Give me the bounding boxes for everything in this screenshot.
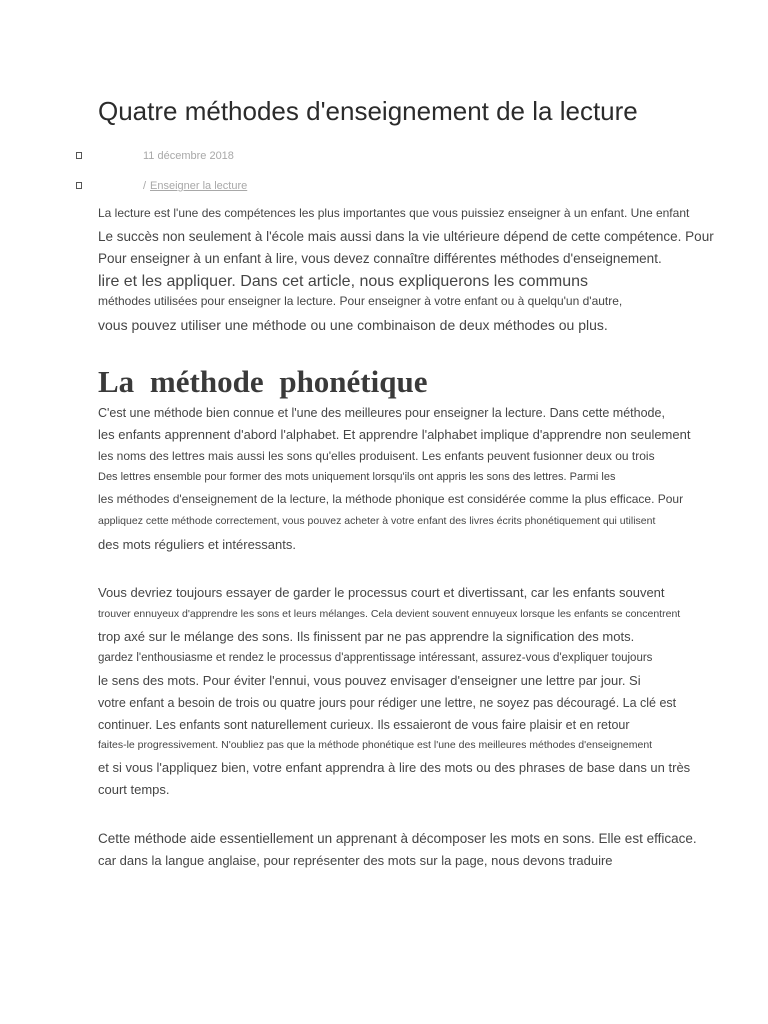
para1-line-7: des mots réguliers et intéressants. <box>98 537 296 552</box>
para1-line-5: les méthodes d'enseignement de la lecture, la méthode phonique est considérée comme la plus efficace. Pour <box>98 492 684 506</box>
para2-line-10: court temps. <box>98 782 170 797</box>
folder-icon <box>76 182 82 189</box>
para2-line-1: Vous devriez toujours essayer de garder le processus court et divertissant, car les enfants souvent <box>98 585 665 600</box>
article-title: Quatre méthodes d'enseignement de la lecture <box>98 96 638 126</box>
article-date: 11 décembre 2018 <box>143 150 234 162</box>
para3-line-1: Cette méthode aide essentiellement un apprenant à décomposer les mots en sons. Elle est efficace. <box>98 831 697 846</box>
para1-line-4: Des lettres ensemble pour former des mots uniquement lorsqu'ils ont appris les sons des lettres. Parmi les <box>98 471 616 483</box>
para2-line-5: le sens des mots. Pour éviter l'ennui, vous pouvez envisager d'enseigner une lettre par jour. Si <box>98 673 641 688</box>
para2-line-8: faites-le progressivement. N'oubliez pas que la méthode phonétique est l'une des meilleures méthodes d'enseignement <box>98 739 653 751</box>
intro-line-2: Le succès non seulement à l'école mais aussi dans la vie ultérieure dépend de cette compétence. Pour <box>98 229 714 244</box>
intro-line-1: La lecture est l'une des compétences les plus importantes que vous puissiez enseigner à un enfant. Une enfant <box>98 206 690 220</box>
para3-line-2: car dans la langue anglaise, pour représenter des mots sur la page, nous devons traduire <box>98 853 613 868</box>
para2-line-9: et si vous l'appliquez bien, votre enfant apprendra à lire des mots ou des phrases de base dans un très <box>98 760 691 775</box>
intro-line-4: lire et les appliquer. Dans cet article, nous expliquerons les communs <box>98 273 589 290</box>
para2-line-7: continuer. Les enfants sont naturellement curieux. Ils essaieront de vous faire plaisir et en retour <box>98 718 630 732</box>
intro-line-6: vous pouvez utiliser une méthode ou une combinaison de deux méthodes ou plus. <box>98 317 608 333</box>
section-heading: La méthode phonétique <box>98 364 428 399</box>
para2-line-6: votre enfant a besoin de trois ou quatre jours pour rédiger une lettre, ne soyez pas découragé. La clé est <box>98 696 677 710</box>
para2-line-2: trouver ennuyeux d'apprendre les sons et leurs mélanges. Cela devient souvent ennuyeux lorsque les enfants se concentrent <box>98 608 681 620</box>
category-link[interactable]: Enseigner la lecture <box>150 180 248 192</box>
para1-line-6: appliquez cette méthode correctement, vous pouvez acheter à votre enfant des livres écrits phonétiquement qui utilisent <box>98 515 656 527</box>
para2-line-4: gardez l'enthousiasme et rendez le processus d'apprentissage intéressant, assurez-vous d'expliquer toujours <box>98 652 653 664</box>
para1-line-2: les enfants apprennent d'abord l'alphabet. Et apprendre l'alphabet implique d'apprendre non seulement <box>98 427 691 442</box>
para2-line-3: trop axé sur le mélange des sons. Ils finissent par ne pas apprendre la signification des mots. <box>98 629 635 644</box>
intro-line-3: Pour enseigner à un enfant à lire, vous devez connaître différentes méthodes d'enseignement. <box>98 251 662 266</box>
calendar-icon <box>76 152 82 159</box>
para1-line-3: les noms des lettres mais aussi les sons qu'elles produisent. Les enfants peuvent fusionner deux ou trois <box>98 449 655 463</box>
category-separator: / <box>143 180 147 192</box>
intro-line-5: méthodes utilisées pour enseigner la lecture. Pour enseigner à votre enfant ou à quelqu'un d'autre, <box>98 294 623 308</box>
para1-line-1: C'est une méthode bien connue et l'une des meilleures pour enseigner la lecture. Dans cette méthode, <box>98 406 665 420</box>
